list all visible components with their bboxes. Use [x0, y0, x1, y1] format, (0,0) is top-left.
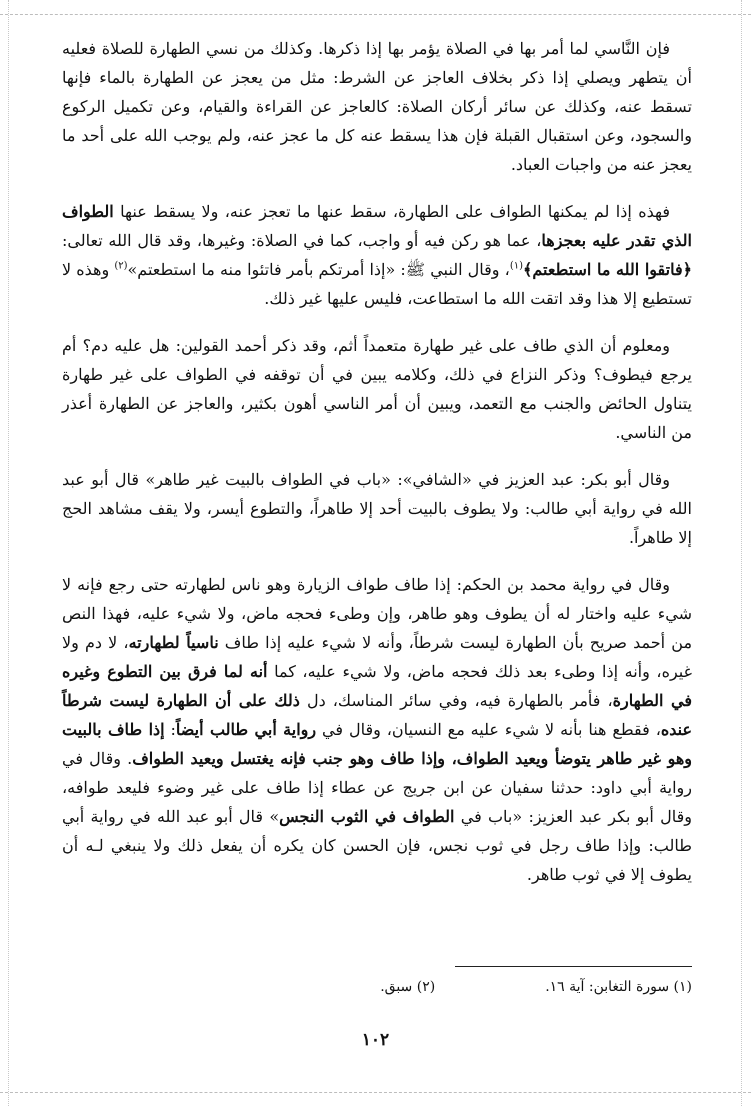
bold-phrase: ناسياً لطهارته: [128, 633, 219, 652]
text-run: ، فقطع هنا بأنه لا شيء عليه مع النسيان، وقال في: [316, 720, 661, 739]
text-run: ، فأمر بالطهارة فيه، وفي سائر المناسك، دل: [299, 691, 613, 710]
footnote-separator: [455, 966, 692, 967]
scan-edge-left: [8, 0, 9, 1106]
bold-phrase: الطواف في الثوب النجس: [279, 807, 455, 826]
scan-edge-right: [741, 0, 742, 1106]
bold-phrase: ﴿فاتقوا الله ما استطعتم﴾: [523, 260, 692, 279]
scan-edge-top: [0, 14, 751, 15]
text-run: وقال في رواية محمد بن الحكم: إذا طاف طواف الزيارة وهو ناس لطهارته حتى رجع فإنه لا شيء عليه واختار له أن يطوف وهو طاهر، وإن وطىء فحجه ماض، ولا شيء عليه، فهذا النص من أحمد صريح بأن الطهارة ليست شرطاً، وأنه لا شيء عليه إذا طاف: [62, 575, 693, 652]
text-run: وهذه لا تستطيع إلا هذا وقد اتقت الله ما استطاعت، فليس عليها غير ذلك.: [62, 260, 692, 308]
text-run: ، عما هو ركن فيه أو واجب، كما في الصلاة: وغيرها، وقد قال الله تعالى:: [62, 231, 542, 250]
footnote-marker: (٢): [114, 260, 128, 272]
footnote-2: (٢) سبق.: [380, 979, 436, 995]
footnote-1: (١) سورة التغابن: آية ١٦.: [545, 979, 692, 995]
page-number: ١٠٢: [361, 1030, 390, 1050]
text-run: » قال أبو عبد الله في رواية أبي طالب: وإذا طاف رجل في ثوب نجس، فإن الحسن كان يكره أن يفعل ذلك ولا ينبغي لـه أن يطوف إلا في ثوب طاهر.: [62, 807, 692, 884]
text-run: وقال أبو بكر: عبد العزيز في «الشافي»: «باب في الطواف بالبيت غير طاهر» قال أبو عبد الله في رواية أبي طالب: ولا يطوف بالبيت أحد إلا طاهراً، والتطوع أيسر، ولا يقف مشاهد الحج إلا طاهراً.: [62, 470, 692, 547]
main-text: [62, 34, 692, 907]
paragraph-3: [62, 331, 692, 447]
footnote-marker: (١): [509, 260, 523, 272]
paragraph-5: [62, 570, 692, 889]
bold-phrase: رواية أبي طالب أيضاً: [175, 720, 317, 739]
footnotes: [62, 976, 692, 998]
text-run: فإن النَّاسي لما أمر بها في الصلاة يؤمر بها إذا ذكرها. وكذلك من نسي الطهارة للصلاة فعليه أن يتطهر ويصلي إذا ذكر بخلاف العاجز عن الشرط: مثل من يعجز عن الطهارة بالماء فإنها تسقط عنه، وكذلك عن سائر أركان الصلاة: كالعاجز عن القراءة والقيام، وعن تكميل الركوع والسجود، وعن استقبال القبلة فإن هذا يسقط عنه كل ما عجز عنه، ولم يوجب الله على أحد ما يعجز عنه من واجبات العباد.: [62, 39, 693, 174]
scan-edge-bottom: [0, 1092, 751, 1093]
bold-phrase: أنه لما فرق بين التطوع وغيره في الطهارة: [62, 662, 692, 710]
paragraph-1: [62, 34, 692, 179]
bold-phrase: الطواف الذي تقدر عليه بعجزها: [62, 202, 693, 250]
bold-phrase: ذلك على أن الطهارة ليست شرطاً عنده: [62, 691, 693, 739]
text-run: ومعلوم أن الذي طاف على غير طهارة متعمداً أثم، وقد ذكر أحمد القولين: هل عليه دم؟ أم يرجع فيطوف؟ وذكر النزاع في ذلك، وكلامه يبين في أن توقفه في الطواف على غير طهارة يتناول الحائض والجنب مع التعمد، ويبين أن أمر الناسي أهون بكثير، والعاجز عن الطهارة أعذر من الناسي.: [62, 336, 692, 442]
text-run: ، وقال النبي ﷺ: «إذا أمرتكم بأمر فاتئوا منه ما استطعتم»: [127, 260, 510, 279]
text-run: فهذه إذا لم يمكنها الطواف على الطهارة، سقط عنها ما تعجز عنه، ولا يسقط عنها: [113, 202, 671, 221]
text-run: :: [164, 720, 176, 739]
paragraph-2: [62, 197, 692, 313]
text-run: . وقال في رواية أبي داود: حدثنا سفيان عن ابن جريج عن عطاء إذا طاف على غير وضوء فليعد طوافه، وقال أبو بكر عبد العزيز: «باب في: [62, 749, 692, 826]
bold-phrase: إذا طاف بالبيت وهو غير طاهر يتوضأ ويعيد الطواف، وإذا طاف وهو جنب فإنه يغتسل ويعيد الطواف: [62, 720, 692, 768]
text-run: ، لا دم ولا غيره، وأنه إذا وطىء بعد ذلك فحجه ماض، ولا شيء عليه، كما: [62, 633, 692, 681]
paragraph-4: [62, 465, 692, 552]
